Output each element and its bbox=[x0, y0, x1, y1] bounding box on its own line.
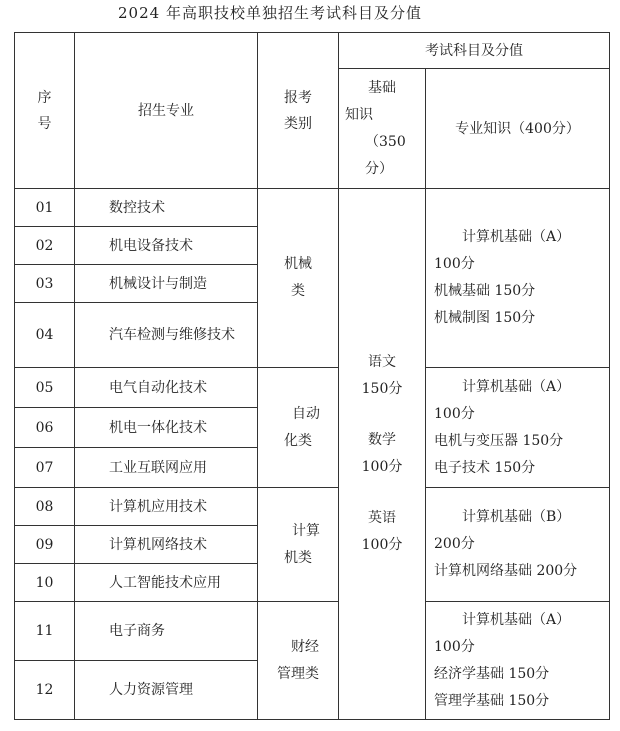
category-cell: 计算 机类 bbox=[258, 488, 339, 602]
professional-subjects-cell: 计算机基础（A） 100分 电机与变压器 150分 电子技术 150分 bbox=[426, 368, 610, 488]
professional-subjects-cell: 计算机基础（A） 100分 机械基础 150分 机械制图 150分 bbox=[426, 189, 610, 368]
header-professional-knowledge: 专业知识（400分） bbox=[426, 69, 610, 189]
row-major: 数控技术 bbox=[75, 189, 258, 227]
category-cell: 自动 化类 bbox=[258, 368, 339, 488]
professional-subjects-cell: 计算机基础（B） 200分 计算机网络基础 200分 bbox=[426, 488, 610, 602]
row-major: 电子商务 bbox=[75, 602, 258, 661]
row-seq: 01 bbox=[15, 189, 75, 227]
header-major: 招生专业 bbox=[75, 33, 258, 189]
basic-subjects-cell: 语文 150分 数学 100分 英语 100分 bbox=[339, 189, 426, 720]
header-subjects: 考试科目及分值 bbox=[339, 33, 610, 69]
category-cell: 财经 管理类 bbox=[258, 602, 339, 720]
row-major: 计算机应用技术 bbox=[75, 488, 258, 526]
row-seq: 02 bbox=[15, 227, 75, 265]
row-major: 工业互联网应用 bbox=[75, 448, 258, 488]
row-major: 人工智能技术应用 bbox=[75, 564, 258, 602]
row-seq: 08 bbox=[15, 488, 75, 526]
row-seq: 05 bbox=[15, 368, 75, 408]
row-major: 机械设计与制造 bbox=[75, 265, 258, 303]
row-seq: 12 bbox=[15, 661, 75, 720]
row-major: 计算机网络技术 bbox=[75, 526, 258, 564]
row-major: 人力资源管理 bbox=[75, 661, 258, 720]
row-seq: 06 bbox=[15, 408, 75, 448]
header-category: 报考 类别 bbox=[258, 33, 339, 189]
header-basic-knowledge: 基础 知识 （350 分） bbox=[339, 69, 426, 189]
exam-subjects-table bbox=[14, 32, 610, 720]
category-cell: 机械 类 bbox=[258, 189, 339, 368]
row-major: 汽车检测与维修技术 bbox=[75, 303, 258, 368]
row-seq: 11 bbox=[15, 602, 75, 661]
row-major: 机电设备技术 bbox=[75, 227, 258, 265]
row-major: 机电一体化技术 bbox=[75, 408, 258, 448]
row-seq: 07 bbox=[15, 448, 75, 488]
professional-subjects-cell: 计算机基础（A） 100分 经济学基础 150分 管理学基础 150分 bbox=[426, 602, 610, 720]
row-seq: 03 bbox=[15, 265, 75, 303]
row-major: 电气自动化技术 bbox=[75, 368, 258, 408]
document-title: 2024 年高职技校单独招生考试科目及分值 bbox=[118, 4, 422, 22]
row-seq: 10 bbox=[15, 564, 75, 602]
header-seq: 序 号 bbox=[15, 33, 75, 189]
row-seq: 09 bbox=[15, 526, 75, 564]
row-seq: 04 bbox=[15, 303, 75, 368]
